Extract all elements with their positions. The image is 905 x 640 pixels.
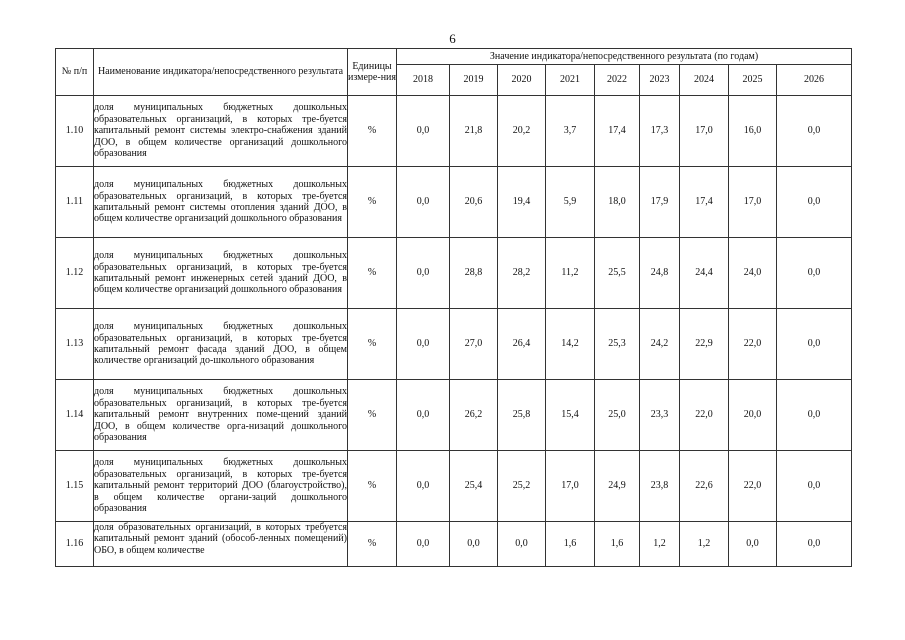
row-value: 25,8 [498,380,546,451]
row-value: 28,2 [498,238,546,309]
row-value: 0,0 [450,522,498,567]
header-values-title: Значение индикатора/непосредственного результата (по годам) [397,49,852,65]
row-value: 22,0 [729,309,777,380]
row-indicator-name: доля муниципальных бюджетных дошкольных образовательных организаций, в которых тре-буется капитальный ремонт системы отопления зданий ДОО, в общем количестве организаций дошкольного образования [94,167,348,238]
row-indicator-name: доля муниципальных бюджетных дошкольных образовательных организаций, в которых тре-буется капитальный ремонт фасада зданий ДОО, в общем количестве организаций до-школьного образования [94,309,348,380]
row-unit: % [348,522,397,567]
row-value: 17,3 [640,96,680,167]
row-number: 1.16 [56,522,94,567]
row-unit: % [348,380,397,451]
row-value: 23,3 [640,380,680,451]
row-value: 24,9 [595,451,640,522]
header-year: 2019 [450,65,498,96]
row-value: 21,8 [450,96,498,167]
row-number: 1.12 [56,238,94,309]
table-row [56,522,852,567]
page-number: 6 [449,31,456,46]
row-value: 23,8 [640,451,680,522]
row-value: 1,6 [595,522,640,567]
row-value: 20,6 [450,167,498,238]
row-value: 26,2 [450,380,498,451]
row-value: 20,2 [498,96,546,167]
row-value: 25,5 [595,238,640,309]
row-value: 0,0 [397,380,450,451]
header-year: 2026 [777,65,852,96]
row-unit: % [348,309,397,380]
row-value: 0,0 [777,96,852,167]
row-value: 0,0 [397,167,450,238]
row-value: 15,4 [546,380,595,451]
table-row [56,309,852,380]
row-value: 25,2 [498,451,546,522]
table-row [56,380,852,451]
row-value: 11,2 [546,238,595,309]
row-value: 19,4 [498,167,546,238]
row-value: 22,0 [680,380,729,451]
row-number: 1.14 [56,380,94,451]
header-year: 2024 [680,65,729,96]
header-year: 2023 [640,65,680,96]
row-value: 17,0 [729,167,777,238]
header-year: 2018 [397,65,450,96]
row-value: 17,4 [595,96,640,167]
row-value: 22,6 [680,451,729,522]
row-value: 28,8 [450,238,498,309]
row-value: 0,0 [397,238,450,309]
row-unit: % [348,238,397,309]
header-name: Наименование индикатора/непосредственного результата [94,49,348,96]
row-value: 0,0 [777,167,852,238]
row-value: 26,4 [498,309,546,380]
row-value: 18,0 [595,167,640,238]
row-value: 17,9 [640,167,680,238]
table-row [56,238,852,309]
row-indicator-name: доля образовательных организаций, в которых требуется капитальный ремонт зданий (обособ-ленных помещений) ОБО, в общем количестве [94,522,348,567]
row-value: 0,0 [397,522,450,567]
row-value: 16,0 [729,96,777,167]
indicator-table [55,48,852,567]
row-value: 22,0 [729,451,777,522]
header-row [56,49,852,65]
row-value: 1,2 [640,522,680,567]
row-value: 0,0 [397,451,450,522]
row-value: 0,0 [777,451,852,522]
header-unit: Единицы измере-ния [348,49,397,96]
row-value: 0,0 [498,522,546,567]
row-value: 0,0 [397,96,450,167]
row-value: 0,0 [397,309,450,380]
row-value: 17,4 [680,167,729,238]
row-value: 24,4 [680,238,729,309]
header-year: 2025 [729,65,777,96]
row-value: 17,0 [546,451,595,522]
row-indicator-name: доля муниципальных бюджетных дошкольных образовательных организаций, в которых тре-буется капитальный ремонт территорий ДОО (благоустройство), в общем количестве органи-заций дошкольного образования [94,451,348,522]
row-value: 27,0 [450,309,498,380]
row-value: 0,0 [777,522,852,567]
row-value: 20,0 [729,380,777,451]
row-value: 22,9 [680,309,729,380]
table-body [56,49,852,567]
row-value: 0,0 [729,522,777,567]
row-value: 24,0 [729,238,777,309]
row-value: 24,2 [640,309,680,380]
row-value: 5,9 [546,167,595,238]
row-value: 0,0 [777,380,852,451]
header-num: № п/п [56,49,94,96]
row-unit: % [348,451,397,522]
row-value: 25,4 [450,451,498,522]
row-value: 24,8 [640,238,680,309]
row-value: 1,2 [680,522,729,567]
row-number: 1.15 [56,451,94,522]
row-number: 1.11 [56,167,94,238]
row-unit: % [348,167,397,238]
row-unit: % [348,96,397,167]
row-value: 3,7 [546,96,595,167]
row-value: 1,6 [546,522,595,567]
row-indicator-name: доля муниципальных бюджетных дошкольных образовательных организаций, в которых тре-буется капитальный ремонт инженерных сетей зданий ДОО, в общем количестве организаций дошкольного образования [94,238,348,309]
header-year: 2021 [546,65,595,96]
row-value: 25,0 [595,380,640,451]
row-value: 17,0 [680,96,729,167]
row-value: 0,0 [777,309,852,380]
header-year: 2022 [595,65,640,96]
row-value: 0,0 [777,238,852,309]
row-value: 25,3 [595,309,640,380]
row-value: 14,2 [546,309,595,380]
row-indicator-name: доля муниципальных бюджетных дошкольных образовательных организаций, в которых тре-буется капитальный ремонт внутренних поме-щений зданий ДОО, в общем количестве орга-низаций дошкольного образования [94,380,348,451]
row-number: 1.13 [56,309,94,380]
row-number: 1.10 [56,96,94,167]
row-indicator-name: доля муниципальных бюджетных дошкольных образовательных организаций, в которых тре-буется капитальный ремонт системы электро-снабжения зданий ДОО, в общем количестве организаций дошкольного образования [94,96,348,167]
header-year: 2020 [498,65,546,96]
table-row [56,167,852,238]
table-row [56,451,852,522]
table-row [56,96,852,167]
